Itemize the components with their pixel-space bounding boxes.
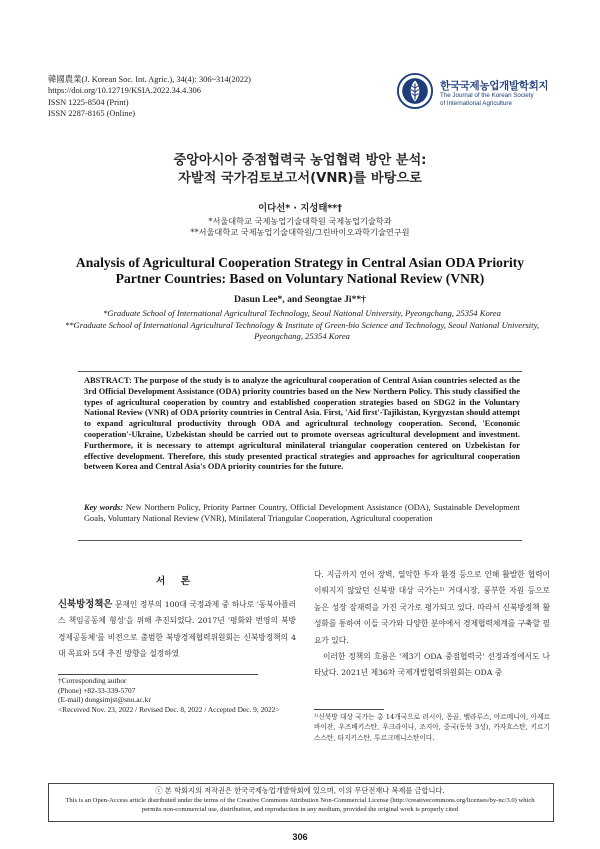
title-en <box>40 255 560 287</box>
affiliations-en <box>52 308 552 343</box>
authors-en: Dasun Lee*, and Seongtae Ji**† <box>234 294 366 305</box>
society-name-en <box>440 92 534 107</box>
body-lead-term: 신북방정책은 <box>58 599 113 610</box>
authors-ko: 이다선* · 지성태**† <box>258 203 342 214</box>
title-ko-line1: 중앙아시아 중점협력국 농업협력 방안 분석: <box>173 153 427 168</box>
page-number: 306 <box>292 832 308 842</box>
society-name-ko: 한국국제농업개발학회지 <box>440 80 549 92</box>
society-emblem-icon <box>396 72 434 110</box>
license-en: This is an Open-Access article distributed under the terms of the Creative Commons Attribution Non-Commercial License (http://creativecommons.org/licenses/by-nc/3.0) which permits non-commercial use, distribution, and reproduction in any medium, provided the original work is properly cited <box>65 797 535 813</box>
society-name-en-line2: of International Agriculture <box>440 99 512 107</box>
journal-meta <box>48 74 251 120</box>
affiliation-ko-2: **서울대학교 국제농업기술대학원/그린바이오과학기술연구원 <box>190 227 410 238</box>
affiliation-en-2: **Graduate School of International Agricultural Technology & Institute of Green-bio Science and Technology, Seoul National University, Pyeongchang, 25354 Korea <box>64 319 540 342</box>
affiliations-ko <box>0 216 600 239</box>
license-ko: ⓒ 본 학회지의 저작권은 한국국제농업개발학회에 있으며, 이의 무단전재나 복제를 금합니다. <box>155 786 445 795</box>
title-en-line2: Partner Countries: Based on Voluntary National Review (VNR) <box>115 271 485 286</box>
society-logo <box>396 70 556 114</box>
doi-link[interactable]: https://doi.org/10.12719/KSIA.2022.34.4.306 <box>48 86 201 96</box>
footnote-rule-right <box>314 709 384 710</box>
journal-citation: 韓國農業(J. Korean Soc. Int. Agric.), 34(4): 306~314(2022) <box>48 75 251 84</box>
affiliation-ko-1: *서울대학교 국제농업기술대학원 국제농업기술학과 <box>208 216 392 226</box>
footnote-rule-left <box>58 674 258 675</box>
title-ko-line2: 자발적 국가검토보고서(VNR)를 바탕으로 <box>178 171 422 186</box>
title-en-line1: Analysis of Agricultural Cooperation Strategy in Central Asian ODA Priority <box>75 255 525 270</box>
section-heading: 서 론 <box>156 576 196 587</box>
abstract: ABSTRACT: The purpose of the study is to analyze the agricultural cooperation of Central Asian countries selected as the 3rd Official Development Assistance (ODA) priority countries based on the New Northern Policy. This study classified the types of agricultural cooperation by country and established cooperation strategies based on SDG2 in the Voluntary National Review (VNR) of ODA priority countries in Central Asia. First, 'Aid first'-Tajikistan, Kyrgyzstan should attempt to expand agricultural productivity through ODA and agricultural technology cooperation. Second, 'Economic cooperation'-Ukraine, Uzbekistan should be carried out to promote overseas agricultural development and investment. Furthermore, it is necessary to attempt agricultural minilateral triangular cooperation centered on Uzbekistan for effective development. Therefore, this study presented practical strategies and approaches for agricultural cooperation between Korea and Central Asia's ODA priority countries for the future. <box>84 376 520 472</box>
affiliation-en-1: *Graduate School of International Agricultural Technology, Seoul National University, Pyeongchang, 25354 Korea <box>103 308 501 318</box>
body-paragraph-3: 이러한 정책의 흐름은 '제3기 ODA 중점협력국' 선정과정에서도 나타났다. 2021년 제36차 국제개발협력위원회는 ODA 중 <box>314 652 550 678</box>
body-paragraph-2: 다. 지금까지 언어 장벽, 열악한 투자 환경 등으로 인해 활발한 협력이 이뤄지지 않았던 신북방 대상 국가는¹⁾ 거대시장, 풍부한 자원 등으로 높은 성장 잠재력을 가진 국가로 평가되고 있다. 따라서 신북방정책 활성화를 통하여 이들 국가와 다양한 분야에서 경제협력체계를 구축할 필요가 있다. <box>314 570 550 645</box>
corresponding-phone: (Phone) +82-33-339-5707 <box>58 685 136 695</box>
footnote-1: ¹⁾신북방 대상 국가는 총 14개국으로 러시아, 몽골, 벨라루스, 아르메니아, 아제르바이잔, 우즈베키스탄, 우크라이나, 조지아, 중국(동북 3성), 카자흐스탄, 키르기스스탄, 타지키스탄, 투르크메니스탄이다. <box>314 713 550 742</box>
issn-print: ISSN 1225-8504 (Print) <box>48 97 129 107</box>
keywords-text: New Northern Policy, Priority Partner Country, Official Development Assistance (ODA), Sustainable Development Goals, Voluntary National Review (VNR), Minilateral Triangular Cooperation, Agricultural cooperation <box>84 503 521 523</box>
body-column-left <box>58 597 296 663</box>
received-dates: <Received Nov. 23, 2022 / Revised Dec. 8, 2022 / Accepted Dec. 9, 2022> <box>58 704 280 714</box>
body-paragraph-1: 문재인 정부의 100대 국정과제 중 하나로 '동북아플러스 책임공동체 형성'을 위해 추진되었다. 2017년 '평화와 번영의 북방경제공동체'를 비전으로 출범한 북방경제협력위원회는 신북방정책의 4대 목표와 5대 추진 방향을 설정하였 <box>58 600 296 659</box>
body-column-right <box>314 567 550 682</box>
corresponding-author-footnote <box>58 676 298 714</box>
corresponding-label: †Corresponding author <box>58 676 127 685</box>
title-ko <box>0 152 600 188</box>
corresponding-email[interactable]: (E-mail) dongsimjst@snu.ac.kr <box>58 695 151 705</box>
society-name-en-line1: The Journal of the Korean Society <box>440 92 534 99</box>
keywords-label: Key words: <box>84 503 124 512</box>
keywords <box>84 503 520 525</box>
issn-online: ISSN 2287-8165 (Online) <box>48 109 136 119</box>
